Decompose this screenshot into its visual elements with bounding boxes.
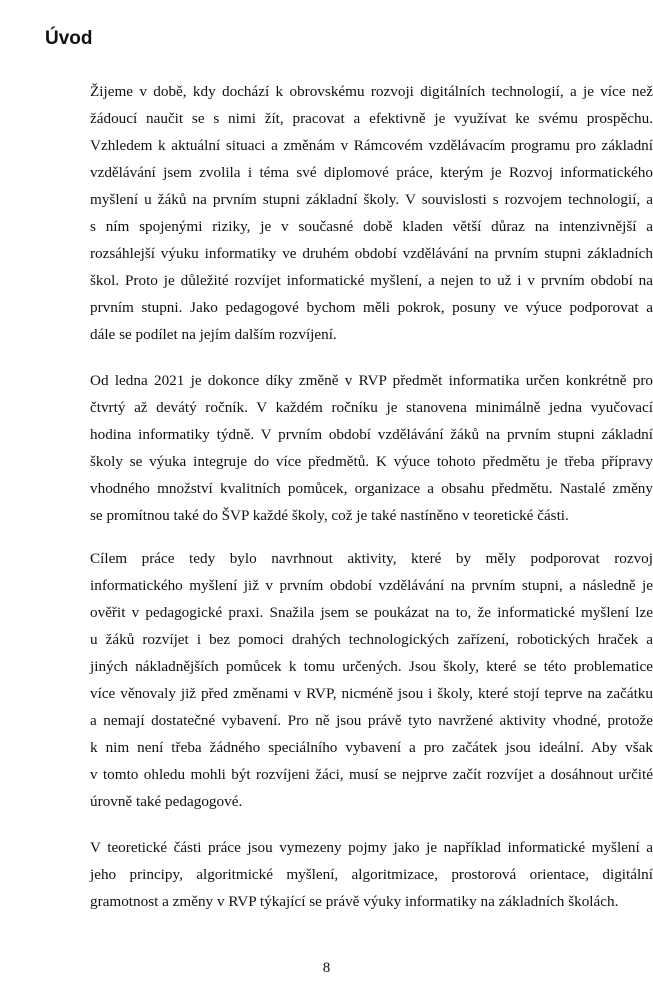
text-line: myšlení u žáků na prvním stupni základní školy. V souvislosti s rozvojem technologií, a xyxy=(90,191,653,208)
text-line: v tomto ohledu mohli být rozvíjeni žáci, musí se nejprve začít rozvíjet a dosáhnout určité xyxy=(90,766,653,783)
text-line: u žáků rozvíjet i bez pomoci drahých technologických zařízení, robotických hraček a xyxy=(90,631,653,648)
text-line: hodina informatiky týdně. V prvním období vzdělávání žáků na prvním stupni základní xyxy=(90,426,653,443)
text-line: gramotnost a změny v RVP týkající se právě výuky informatiky na základních školách. xyxy=(90,893,619,910)
page-number: 8 xyxy=(322,960,331,976)
text-line: prvním stupni. Jako pedagogové bychom měli pokrok, posuny ve výuce podporovat a xyxy=(90,299,653,316)
text-line: více věnovaly již před změnami v RVP, nicméně jsou i školy, které stojí teprve na začátku xyxy=(90,685,653,702)
text-line: Vzhledem k aktuální situaci a změnám v Rámcovém vzdělávacím programu pro základní xyxy=(90,137,653,154)
text-line: Žijeme v době, kdy dochází k obrovskému rozvoji digitálních technologií, a je více než xyxy=(90,83,653,100)
section-heading: Úvod xyxy=(45,28,93,49)
text-line: čtvrtý až devátý ročník. V každém ročníku je stanovena minimálně jedna vyučovací xyxy=(90,399,653,416)
text-line: s ním spojenými riziky, je v současné době kladen větší důraz na intenzivnější a xyxy=(90,218,653,235)
paragraph-goal xyxy=(90,545,653,815)
text-line: ověřit v pedagogické praxi. Snažila jsem se poukázat na to, že informatické myšlení lze xyxy=(90,604,653,621)
text-line: a nemají dostatečné vybavení. Pro ně jsou právě tyto navržené aktivity vhodné, protože xyxy=(90,712,653,729)
text-line: informatického myšlení již v prvním období vzdělávání na prvním stupni, a následně je xyxy=(90,577,653,594)
paragraph-rvp-change xyxy=(90,367,653,529)
text-line: žádoucí naučit se s nimi žít, pracovat a efektivně je využívat ke svému prospěchu. xyxy=(90,110,653,127)
text-line: vzdělávání jsem zvolila i téma své diplomové práce, kterým je Rozvoj informatického xyxy=(90,164,653,181)
text-line: k nim není třeba žádného speciálního vybavení a pro začátek jsou ideální. Aby však xyxy=(90,739,653,756)
text-line: školy se výuka integruje do více předmětů. K výuce tohoto předmětu je třeba přípravy xyxy=(90,453,653,470)
text-line: Cílem práce tedy bylo navrhnout aktivity, které by měly podporovat rozvoj xyxy=(90,550,653,567)
text-line: úrovně také pedagogové. xyxy=(90,793,243,810)
text-line: vhodného množství kvalitních pomůcek, organizace a obsahu předmětu. Nastalé změny xyxy=(90,480,653,497)
text-line: se promítnou také do ŠVP každé školy, což je také nastíněno v teoretické části. xyxy=(90,507,569,524)
text-line: jiných nákladnějších pomůcek k tomu určených. Jsou školy, které se této problematice xyxy=(90,658,653,675)
text-line: jeho principy, algoritmické myšlení, algoritmizace, prostorová orientace, digitální xyxy=(90,866,653,883)
text-line: rozsáhlejší výuku informatiky ve druhém období vzdělávání na prvním stupni základních xyxy=(90,245,653,262)
paragraph-theory xyxy=(90,834,653,915)
text-line: škol. Proto je důležité rozvíjet informatické myšlení, a nejen to už i v prvním období na xyxy=(90,272,653,289)
text-line: dále se podílet na jejím dalším rozvíjení. xyxy=(90,326,337,343)
text-line: V teoretické části práce jsou vymezeny pojmy jako je například informatické myšlení a xyxy=(90,839,653,856)
paragraph-intro xyxy=(90,78,653,348)
text-line: Od ledna 2021 je dokonce díky změně v RVP předmět informatika určen konkrétně pro xyxy=(90,372,653,389)
